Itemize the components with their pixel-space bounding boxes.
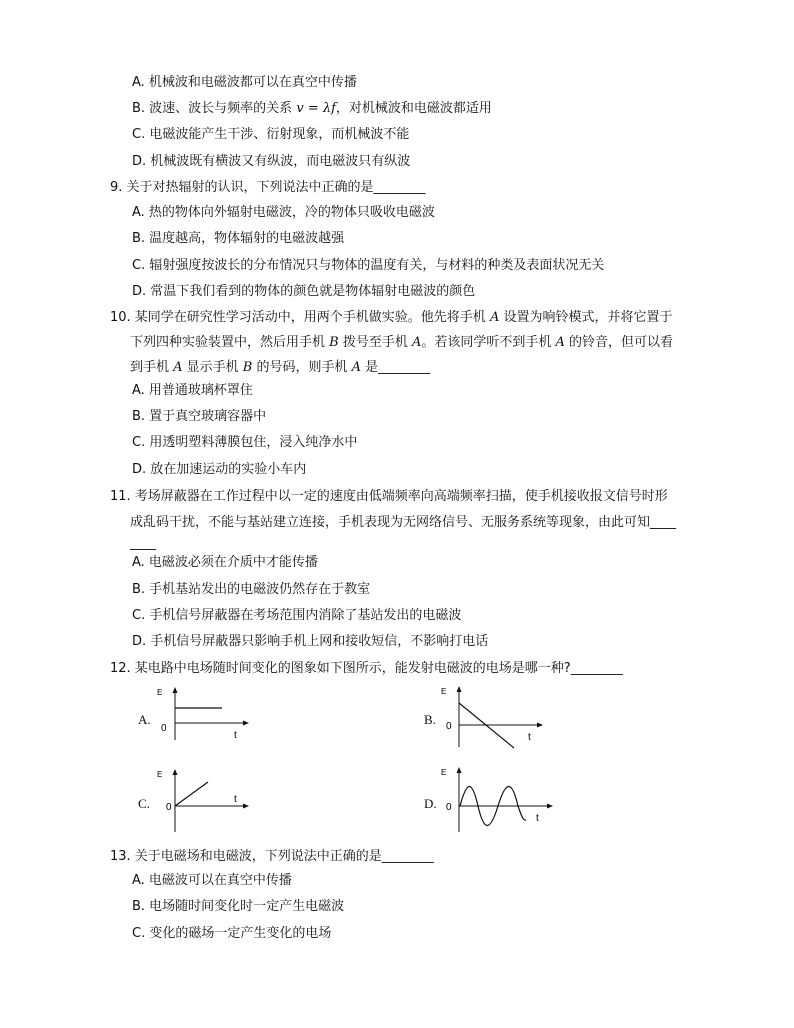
q8-option-d: D. 机械波既有横波又有纵波，而电磁波只有纵波 xyxy=(132,154,411,169)
q10-option-d: D. 放在加速运动的实验小车内 xyxy=(132,462,307,477)
q8-option-a: A. 机械波和电磁波都可以在真空中传播 xyxy=(132,75,357,90)
graph-d-origin: 0 xyxy=(446,802,452,813)
q10-var-b: B xyxy=(242,360,253,375)
graph-b-label: B. xyxy=(424,712,436,727)
graph-c-y-label: E xyxy=(157,770,163,779)
q13-option-b: B. 电场随时间变化时一定产生电磁波 xyxy=(132,899,345,914)
q8-option-c: C. 电磁波能产生干涉、衍射现象，而机械波不能 xyxy=(132,127,410,142)
q11-option-d: D. 手机信号屏蔽器只影响手机上网和接收短信，不影响打电话 xyxy=(132,634,489,649)
q10-text: 下列四种实验装置中，然后用手机 xyxy=(130,335,330,350)
graph-a-origin: 0 xyxy=(161,723,167,734)
graph-a xyxy=(150,686,260,746)
q8-option-b-text: B. 波速、波长与频率的关系 xyxy=(132,101,297,116)
q9-stem: 9. 关于对热辐射的认识，下列说法中正确的是________ xyxy=(110,180,426,195)
graph-c xyxy=(150,768,260,834)
q8-option-b-formula: v = λf xyxy=(296,101,336,116)
graph-b-origin: 0 xyxy=(446,721,452,732)
graph-c-origin: 0 xyxy=(166,802,172,813)
graph-a-x-arrow xyxy=(243,721,249,726)
q10-stem-line3 xyxy=(130,359,430,377)
q10-text: 到手机 xyxy=(130,360,174,375)
q10-var-b: B xyxy=(329,335,339,350)
q10-var-a: A xyxy=(173,360,183,375)
q9-option-a: A. 热的物体向外辐射电磁波，冷的物体只吸收电磁波 xyxy=(132,205,435,220)
q13-option-a: A. 电磁波可以在真空中传播 xyxy=(132,873,292,888)
q8-option-b-text-end: ，对机械波和电磁波都适用 xyxy=(335,101,492,116)
q10-option-c: C. 用透明塑料薄膜包住，浸入纯净水中 xyxy=(132,435,358,450)
q10-text: 。若该同学听不到手机 xyxy=(421,335,556,350)
q10-var-a: A xyxy=(351,360,362,375)
q10-text: 设置为响铃模式，并将它置于 xyxy=(499,310,673,325)
q10-text: 10. 某同学在研究性学习活动中，用两个手机做实验。他先将手机 xyxy=(110,310,490,325)
q9-option-b: B. 温度越高，物体辐射的电磁波越强 xyxy=(132,231,345,246)
q10-var-a: A xyxy=(489,310,500,325)
graph-a-x-label: t xyxy=(234,730,237,741)
graph-d xyxy=(436,766,556,836)
graph-b xyxy=(436,685,546,751)
q13-stem: 13. 关于电磁场和电磁波，下列说法中正确的是________ xyxy=(110,849,434,864)
graph-d-y-label: E xyxy=(441,768,447,777)
graph-d-x-arrow xyxy=(547,804,553,809)
graph-b-x-arrow xyxy=(537,723,543,728)
graph-d-y-arrow xyxy=(457,767,462,773)
q12-stem: 12. 某电路中电场随时间变化的图象如下图所示，能发射电磁波的电场是哪一种?________ xyxy=(110,661,623,676)
graph-a-y-label: E xyxy=(157,688,163,697)
graph-c-x-label: t xyxy=(234,794,237,805)
q11-stem-line3: ____ xyxy=(130,536,156,551)
q10-stem-line2 xyxy=(130,334,673,352)
q10-stem-line1 xyxy=(110,309,672,327)
q10-text: 是________ xyxy=(361,360,431,375)
q10-text: 显示手机 xyxy=(182,360,243,375)
q9-option-c: C. 辐射强度按波长的分布情况只与物体的温度有关，与材料的种类及表面状况无关 xyxy=(132,258,605,273)
q10-option-b: B. 置于真空玻璃容器中 xyxy=(132,409,267,424)
graph-c-y-arrow xyxy=(173,769,178,775)
graph-b-y-arrow xyxy=(457,686,462,692)
q10-text: 拨号至手机 xyxy=(338,335,412,350)
q8-option-b xyxy=(132,100,492,118)
q13-option-c: C. 变化的磁场一定产生变化的电场 xyxy=(132,926,332,941)
q10-var-a: A xyxy=(411,335,422,350)
graph-a-label: A. xyxy=(138,712,151,727)
q10-var-a: A xyxy=(555,335,565,350)
graph-b-y-label: E xyxy=(441,687,447,696)
graph-c-curve xyxy=(175,782,208,806)
q10-option-a: A. 用普通玻璃杯罩住 xyxy=(132,383,253,398)
q11-option-c: C. 手机信号屏蔽器在考场范围内消除了基站发出的电磁波 xyxy=(132,608,462,623)
graph-d-label: D. xyxy=(424,796,437,811)
graph-c-x-arrow xyxy=(243,804,249,809)
q10-text: 的铃音，但可以看 xyxy=(564,335,674,350)
graph-c-label: C. xyxy=(138,796,150,811)
q11-option-b: B. 手机基站发出的电磁波仍然存在于教室 xyxy=(132,582,371,597)
graph-b-x-label: t xyxy=(528,732,531,743)
q11-stem-line1: 11. 考场屏蔽器在工作过程中以一定的速度由低端频率向高端频率扫描，使手机接收报文信号时形 xyxy=(110,489,668,504)
q11-stem-line2: 成乱码干扰，不能与基站建立连接，手机表现为无网络信号、无服务系统等现象，由此可知____ xyxy=(130,515,677,530)
q10-text: 的号码，则手机 xyxy=(252,360,352,375)
graph-a-y-arrow xyxy=(173,687,178,693)
q11-option-a: A. 电磁波必须在介质中才能传播 xyxy=(132,555,318,570)
graph-d-x-label: t xyxy=(536,813,539,824)
q9-option-d: D. 常温下我们看到的物体的颜色就是物体辐射电磁波的颜色 xyxy=(132,284,476,299)
